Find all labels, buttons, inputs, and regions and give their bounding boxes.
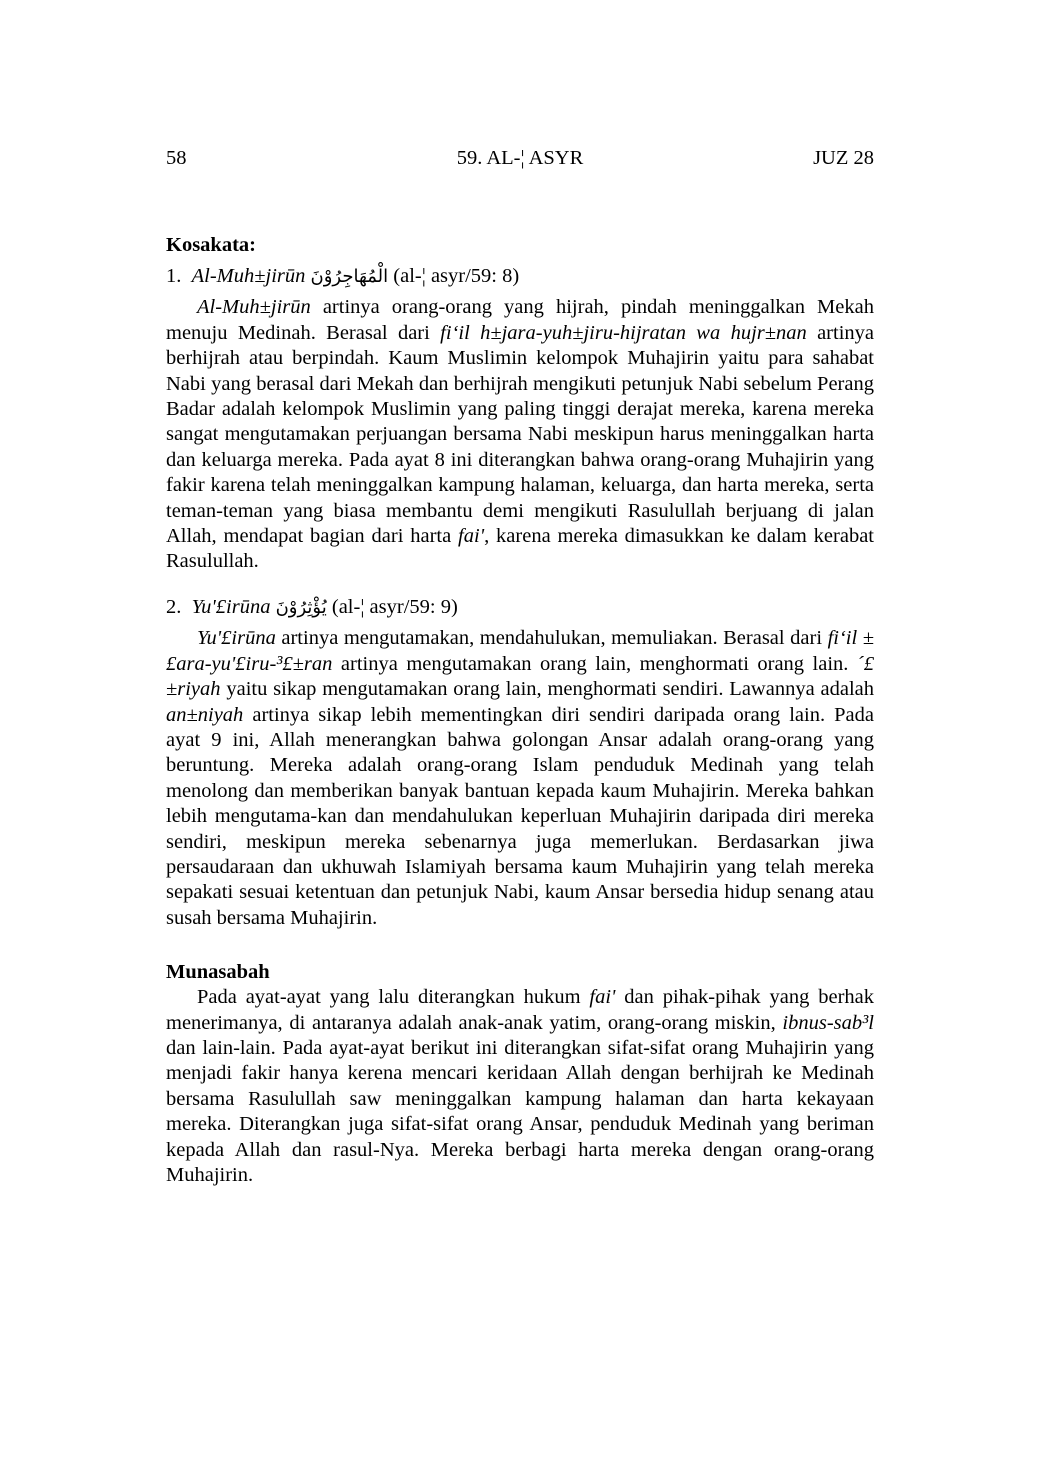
arabic-term: يُؤْثِرُوْنَ [275,596,327,618]
kosakata-heading: Kosakata: [166,234,256,256]
italic-term: ibnus-sab³l [782,1011,874,1034]
arabic-term: الْمُهَاجِرُوْنَ [310,266,389,287]
text-run: Pada ayat-ayat yang lalu diterangkan hukum [197,986,590,1009]
vocab-item-1-title [166,264,874,289]
text-run: dan lain-lain. Pada ayat-ayat berikut ini diterangkan sifat-sifat orang Muhajirin yang menjadi fakir hanya kerena mencari keridaan Allah dengan berhijrah ke Medinah bersama Rasulullah saw meninggalkan kampung halaman dan harta kekayaan mereka. Diterangkan juga sifat-sifat orang Ansar, penduduk Medinah yang beriman kepada Allah dan rasul-Nya. Mereka berbagi harta mereka dengan orang-orang Muhajirin. [166,1036,874,1186]
vocab-item-2-title [166,595,874,620]
italic-term: fi‘il ±£ara-yu'£iru-³£±ran [166,627,874,675]
italic-term: ´£±riyah [166,652,874,701]
vocab-term: Al-Muh±jirūn [191,265,306,287]
text-run: artinya berhijrah atau berpindah. Kaum Muslimin kelompok Muhajirin yaitu para sahabat Nabi yang berasal dari Mekah dan berhijrah mengikuti petunjuk Nabi sebelum Perang Badar adalah kelompok Muslimin yang paling tinggi derajat mereka, karena mereka sangat mengutamakan perjuangan bersama Nabi meskipun harus meninggalkan harta dan keluarga mereka. Pada ayat 8 ini diterangkan bahwa orang-orang Muhajirin yang fakir karena telah meninggalkan kampung halaman, keluarga, dan harta mereka, serta teman-teman yang biasa membantu demi mengikuti Rasulullah berjuang di jalan Allah, mendapat bagian dari harta [166,321,874,548]
text-run: dan pihak-pihak yang berhak menerimanya, di antaranya adalah anak-anak yatim, orang-orang miskin, [166,986,875,1034]
text-run: yaitu sikap mengutamakan orang lain, menghormati sendiri. Lawannya adalah [220,678,874,701]
vocab-item-2-explanation [166,626,874,931]
running-header [166,146,874,172]
italic-term: Al-Muh±jirūn [197,296,311,319]
text-run: , karena mereka dimasukkan ke dalam kerabat Rasulullah. [166,525,875,573]
italic-term: Yu'£irūna [197,627,276,650]
italic-term: an±niyah [166,703,244,726]
text-run: artinya mengutamakan orang lain, menghormati orang lain. [332,652,857,675]
vocab-item-1-explanation [166,295,874,574]
text-run: artinya sikap lebih mementingkan diri sendiri daripada orang lain. Pada ayat 9 ini, Allah menerangkan bahwa golongan Ansar adalah orang-orang yang beruntung. Mereka adalah orang-orang Islam penduduk Medinah yang telah menolong dan memberikan banyak bantuan kepada kaum Muhajirin. Mereka bahkan lebih mengutama-kan dan mendahulukan keperluan Muhajirin daripada diri mereka sendiri, meskipun mereka sebenarnya juga memerlukan. Berdasarkan jiwa persaudaraan dan ukhuwah Islamiyah bersama kaum Muhajirin yang telah mereka sepakati sesuai ketentuan dan petunjuk Nabi, kaum Ansar bersedia hidup senang atau susah bersama Muhajirin. [166,703,874,929]
verse-reference: (al-¦ asyr/59: 9) [331,595,458,618]
munasabah-heading: Munasabah [166,961,270,984]
page-content [166,232,874,1188]
vocab-item-number: 2. [166,595,182,618]
verse-reference: (al-¦ asyr/59: 8) [393,265,520,287]
vocab-term: Yu'£irūna [191,595,271,618]
italic-term: fai' [589,986,616,1009]
surah-title: 59. AL-¦ ASYR [456,147,584,169]
juz-label: JUZ 28 [813,147,874,169]
text-run: artinya mengutamakan, mendahulukan, memuliakan. Berasal dari [275,627,828,650]
page-number: 58 [166,147,187,169]
text-run: artinya orang-orang yang hijrah, pindah meninggalkan Mekah menuju Medinah. Berasal dari [166,296,874,344]
italic-term: fi‘il h±jara-yuh±jiru-hijratan wa hujr±nan [440,321,807,344]
munasabah-paragraph [166,985,874,1188]
italic-term: fai' [458,525,485,548]
vocab-item-number: 1. [166,265,182,287]
